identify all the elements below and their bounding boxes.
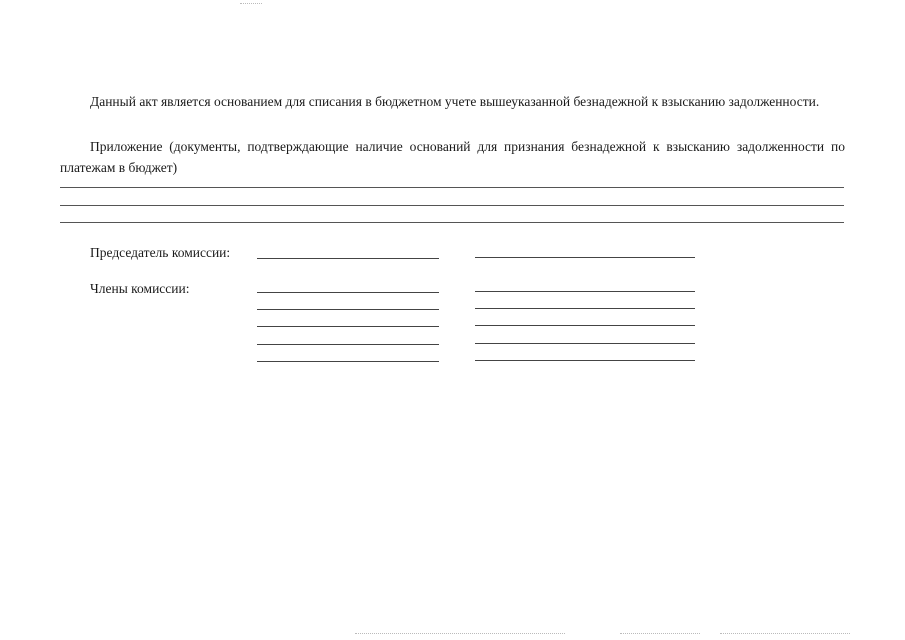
scan-mark-bottom <box>355 633 565 634</box>
chairman-signature-line <box>257 258 439 259</box>
attachment-fill-line <box>60 205 844 206</box>
member-signature-line <box>257 309 439 310</box>
members-label: Члены комиссии: <box>90 281 190 296</box>
member-signature-line <box>257 292 439 293</box>
member-name-line <box>475 343 695 344</box>
attachment-paragraph: Приложение (документы, подтверждающие наличие оснований для признания безнадежной к взысканию задолженности по платежам в бюджет) <box>60 139 845 175</box>
member-signature-line <box>257 326 439 327</box>
basis-paragraph: Данный акт является основанием для списания в бюджетном учете вышеуказанной безнадежной к взысканию задолженности. <box>90 94 820 109</box>
scan-mark-top <box>240 3 262 4</box>
scan-mark-bottom <box>620 633 700 634</box>
chairman-label: Председатель комиссии: <box>90 245 231 260</box>
member-name-line <box>475 360 695 361</box>
attachment-fill-line <box>60 222 844 223</box>
member-name-line <box>475 325 695 326</box>
member-signature-line <box>257 344 439 345</box>
member-signature-line <box>257 361 439 362</box>
attachment-fill-line <box>60 187 844 188</box>
member-name-line <box>475 291 695 292</box>
member-name-line <box>475 308 695 309</box>
scan-mark-bottom <box>720 633 850 634</box>
chairman-name-line <box>475 257 695 258</box>
